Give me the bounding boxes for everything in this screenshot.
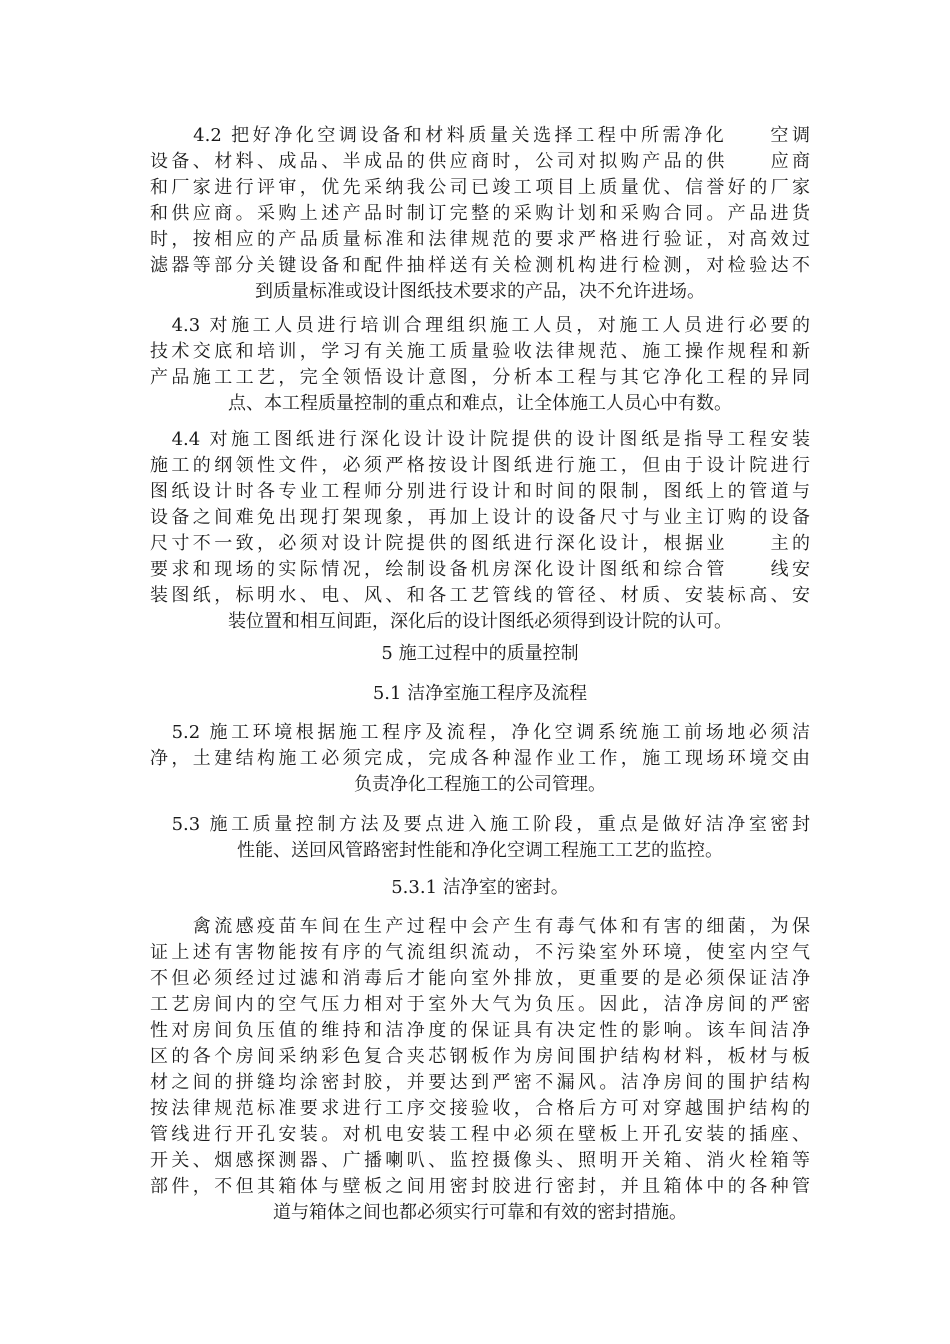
section-heading-5-3-1: 5.3.1 洁净室的密封。 xyxy=(391,877,569,898)
text-line: 图纸设计时各专业工程师分别进行设计和时间的限制，图纸上的管道与 xyxy=(150,481,810,502)
text-line: 部件，不但其箱体与壁板之间用密封胶进行密封，并且箱体中的各种管 xyxy=(150,1176,810,1197)
paragraph-4-4 xyxy=(150,427,810,635)
text-line: 装位置和相互间距，深化后的设计图纸必须得到设计院的认可。 xyxy=(228,611,732,632)
text-line: 装图纸，标明水、电、风、和各工艺管线的管径、材质、安装标高、安 xyxy=(150,585,810,606)
text-line: 不但必须经过过滤和消毒后才能向室外排放，更重要的是必须保证洁净 xyxy=(150,968,810,989)
paragraph-5-2 xyxy=(150,720,810,798)
text-line: 尺寸不一致，必须对设计院提供的图纸进行深化设计，根据业 主的 xyxy=(150,533,810,554)
text-line: 5.2 施工环境根据施工程序及流程，净化空调系统施工前场地必须洁 xyxy=(150,722,810,743)
text-line: 设备之间难免出现打架现象，再加上设计的设备尺寸与业主订购的设备 xyxy=(150,507,810,528)
text-line: 设备、材料、成品、半成品的供应商时，公司对拟购产品的供 应商 xyxy=(150,151,810,172)
text-line: 4.3 对施工人员进行培训合理组织施工人员，对施工人员进行必要的 xyxy=(150,315,810,336)
text-line: 开关、烟感探测器、广播喇叭、监控摄像头、照明开关箱、消火栓箱等 xyxy=(150,1150,810,1171)
paragraph-5-3 xyxy=(150,812,810,864)
text-line: 管线进行开孔安装。对机电安装工程中必须在壁板上开孔安装的插座、 xyxy=(150,1124,810,1145)
text-line: 性能、送回风管路密封性能和净化空调工程施工工艺的监控。 xyxy=(237,840,723,861)
text-line: 按法律规范标准要求进行工序交接验收，合格后方可对穿越围护结构的 xyxy=(150,1098,810,1119)
text-line: 5.3 施工质量控制方法及要点进入施工阶段，重点是做好洁净室密封 xyxy=(150,814,810,835)
text-line: 禽流感疫苗车间在生产过程中会产生有毒气体和有害的细菌，为保 xyxy=(150,916,810,937)
text-line: 证上述有害物能按有序的气流组织流动，不污染室外环境，使室内空气 xyxy=(150,942,810,963)
text-line: 点、本工程质量控制的重点和难点，让全体施工人员心中有数。 xyxy=(228,393,732,414)
text-line: 工艺房间内的空气压力相对于室外大气为负压。因此，洁净房间的严密 xyxy=(150,994,810,1015)
paragraph-4-3 xyxy=(150,313,810,417)
text-line: 道与箱体之间也都必须实行可靠和有效的密封措施。 xyxy=(273,1202,687,1223)
text-line: 净，土建结构施工必须完成，完成各种湿作业工作，施工现场环境交由 xyxy=(150,748,810,769)
section-heading-5-1: 5.1 洁净室施工程序及流程 xyxy=(372,683,588,704)
text-line: 4.2 把好净化空调设备和材料质量关选择工程中所需净化 空调 xyxy=(150,125,810,146)
text-line: 技术交底和培训，学习有关施工质量验收法律规范、施工操作规程和新 xyxy=(150,341,810,362)
text-line: 时，按相应的产品质量标准和法律规范的要求严格进行验证，对高效过 xyxy=(150,229,810,250)
text-line: 到质量标准或设计图纸技术要求的产品，决不允许进场。 xyxy=(255,281,705,302)
text-line: 性对房间负压值的维持和洁净度的保证具有决定性的影响。该车间洁净 xyxy=(150,1020,810,1041)
text-line: 负责净化工程施工的公司管理。 xyxy=(354,774,606,795)
text-line: 要求和现场的实际情况，绘制设备机房深化设计图纸和综合管 线安 xyxy=(150,559,810,580)
text-line: 和厂家进行评审，优先采纳我公司已竣工项目上质量优、信誉好的厂家 xyxy=(150,177,810,198)
text-line: 施工的纲领性文件，必须严格按设计图纸进行施工，但由于设计院进行 xyxy=(150,455,810,476)
paragraph-4-2 xyxy=(150,123,810,305)
paragraph-sealing xyxy=(150,914,810,1226)
text-line: 和供应商。采购上述产品时制订完整的采购计划和采购合同。产品进货 xyxy=(150,203,810,224)
text-line: 滤器等部分关键设备和配件抽样送有关检测机构进行检测，对检验达不 xyxy=(150,255,810,276)
section-heading-5: 5 施工过程中的质量控制 xyxy=(381,643,579,664)
text-line: 区的各个房间采纳彩色复合夹芯钢板作为房间围护结构材料，板材与板 xyxy=(150,1046,810,1067)
text-line: 4.4 对施工图纸进行深化设计设计院提供的设计图纸是指导工程安装 xyxy=(150,429,810,450)
text-line: 材之间的拼缝均涂密封胶，并要达到严密不漏风。洁净房间的围护结构 xyxy=(150,1072,810,1093)
text-line: 产品施工工艺，完全领悟设计意图，分析本工程与其它净化工程的异同 xyxy=(150,367,810,388)
